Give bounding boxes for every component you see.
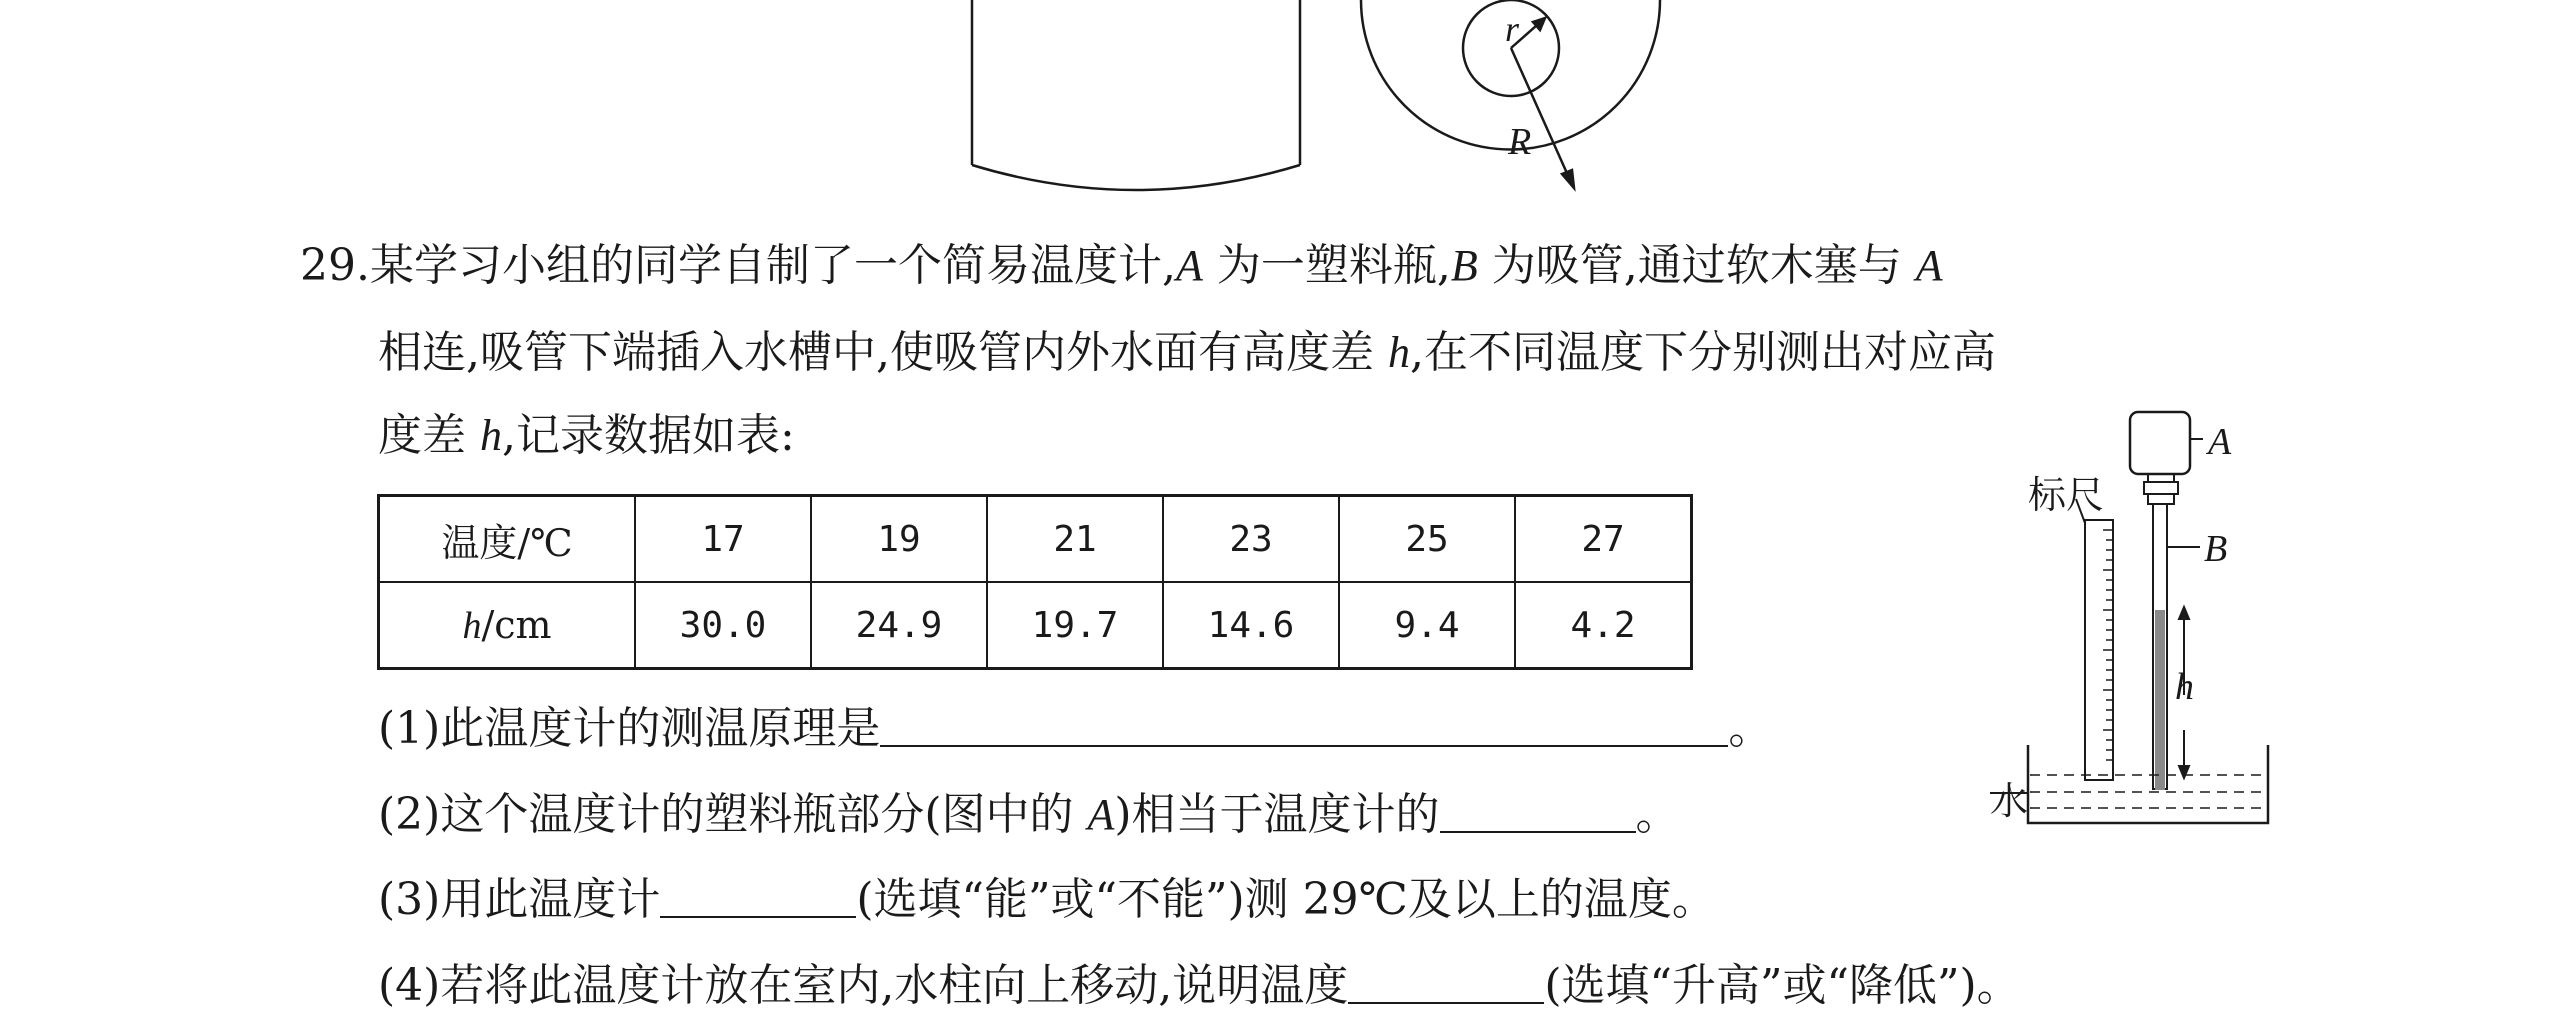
subquestion-2: (2)这个温度计的塑料瓶部分(图中的 A)相当于温度计的 。	[378, 789, 1680, 840]
table-cell: 27	[1515, 496, 1692, 583]
plastic-bottle	[2130, 412, 2190, 474]
small-radius-label: r	[1505, 9, 1520, 49]
table-row-height	[379, 582, 1692, 669]
question-line-1: 29.某学习小组的同学自制了一个简易温度计,A 为一塑料瓶,B 为吸管,通过软木塞与 A	[300, 240, 1943, 291]
table-header-temperature: 温度/℃	[379, 496, 636, 583]
ruler-ticks	[2103, 530, 2113, 760]
table-cell: 21	[987, 496, 1163, 583]
label-straw-B: B	[2204, 528, 2228, 570]
subquestion-3: (3)用此温度计 (选填“能”或“不能”)测 29℃及以上的温度。	[378, 874, 1716, 925]
thermometer-diagram	[1960, 395, 2300, 835]
label-bottle-A: A	[2208, 421, 2232, 463]
label-ruler: 标尺	[2028, 473, 2105, 517]
table-cell: 25	[1339, 496, 1515, 583]
table-cell: 30.0	[635, 582, 811, 669]
answer-blank-3[interactable]	[660, 876, 856, 918]
large-radius-label: R	[1508, 121, 1532, 163]
table-cell: 23	[1163, 496, 1339, 583]
table-cell: 14.6	[1163, 582, 1339, 669]
table-header-height: h/cm	[379, 582, 636, 669]
subquestion-1: (1)此温度计的测温原理是 。	[378, 703, 1773, 754]
label-water: 水	[1990, 779, 2029, 823]
table-cell: 24.9	[811, 582, 987, 669]
answer-blank-4[interactable]	[1348, 962, 1544, 1004]
question-line-3: 度差 h,记录数据如表:	[378, 410, 795, 461]
data-table	[377, 494, 1693, 670]
answer-blank-2[interactable]	[1440, 791, 1636, 833]
table-cell: 4.2	[1515, 582, 1692, 669]
question-number: 29.	[300, 240, 370, 291]
water-surface	[2030, 775, 2266, 808]
question-line-2: 相连,吸管下端插入水槽中,使吸管内外水面有高度差 h,在不同温度下分别测出对应高	[378, 327, 1996, 378]
table-cell: 17	[635, 496, 811, 583]
subquestion-4: (4)若将此温度计放在室内,水柱向上移动,说明温度 (选填“升高”或“降低”)。	[378, 960, 2021, 1011]
label-height-h: h	[2175, 666, 2194, 708]
table-cell: 9.4	[1339, 582, 1515, 669]
water-tank	[2028, 745, 2268, 823]
table-cell: 19	[811, 496, 987, 583]
table-cell: 19.7	[987, 582, 1163, 669]
answer-blank-1[interactable]	[880, 705, 1728, 747]
water-column	[2155, 610, 2165, 790]
cylinder-figure	[972, 0, 1300, 190]
table-row-temperature	[379, 496, 1692, 583]
top-figures	[0, 0, 2551, 240]
